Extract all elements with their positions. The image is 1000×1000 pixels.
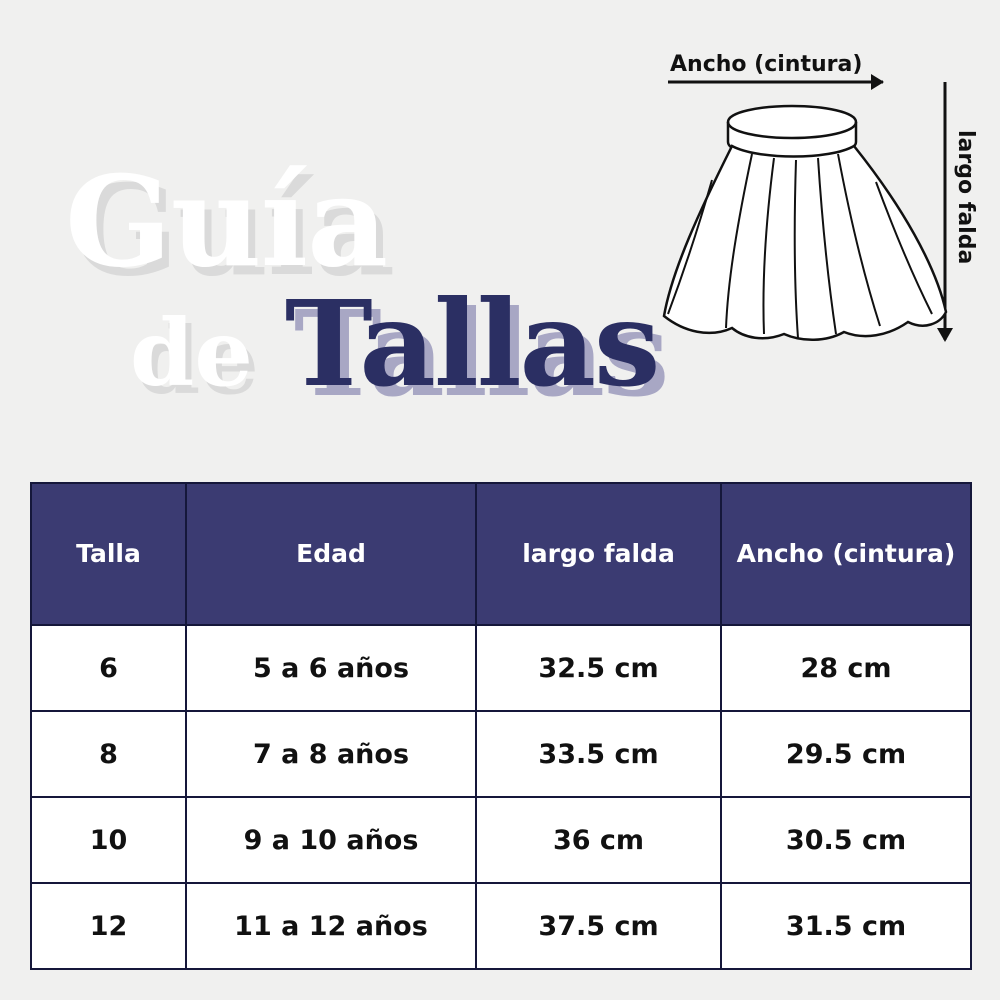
size-table [30, 482, 972, 970]
cell-talla: 10 [31, 797, 186, 883]
cell-largo: 36 cm [476, 797, 721, 883]
diagram-width-label: Ancho (cintura) [670, 52, 863, 77]
cell-ancho: 30.5 cm [721, 797, 971, 883]
cell-edad: 7 a 8 años [186, 711, 476, 797]
cell-talla: 12 [31, 883, 186, 969]
title-line-guia: Guía [65, 149, 388, 295]
cell-talla: 6 [31, 625, 186, 711]
skirt-waistband [728, 106, 856, 158]
width-arrow-icon [668, 74, 884, 90]
table-row [31, 625, 971, 711]
cell-largo: 33.5 cm [476, 711, 721, 797]
column-header-edad: Edad [186, 483, 476, 625]
cell-edad: 11 a 12 años [186, 883, 476, 969]
table-header [31, 483, 971, 625]
skirt-body [664, 146, 946, 340]
title-word-tallas: Tallas [284, 274, 659, 413]
table-row [31, 797, 971, 883]
table-body [31, 625, 971, 969]
cell-talla: 8 [31, 711, 186, 797]
cell-ancho: 29.5 cm [721, 711, 971, 797]
cell-largo: 32.5 cm [476, 625, 721, 711]
table-row [31, 711, 971, 797]
table-row [31, 883, 971, 969]
cell-largo: 37.5 cm [476, 883, 721, 969]
column-header-talla: Talla [31, 483, 186, 625]
column-header-largo-falda: largo falda [476, 483, 721, 625]
table-header-row [31, 483, 971, 625]
title-word-de: de [130, 299, 285, 407]
diagram-length-label: largo falda [953, 130, 978, 265]
skirt-diagram [640, 20, 980, 400]
cell-ancho: 28 cm [721, 625, 971, 711]
cell-edad: 9 a 10 años [186, 797, 476, 883]
cell-edad: 5 a 6 años [186, 625, 476, 711]
title-line-de-tallas [130, 274, 659, 413]
column-header-ancho-cintura: Ancho (cintura) [721, 483, 971, 625]
skirt-illustration-svg [640, 20, 980, 400]
cell-ancho: 31.5 cm [721, 883, 971, 969]
